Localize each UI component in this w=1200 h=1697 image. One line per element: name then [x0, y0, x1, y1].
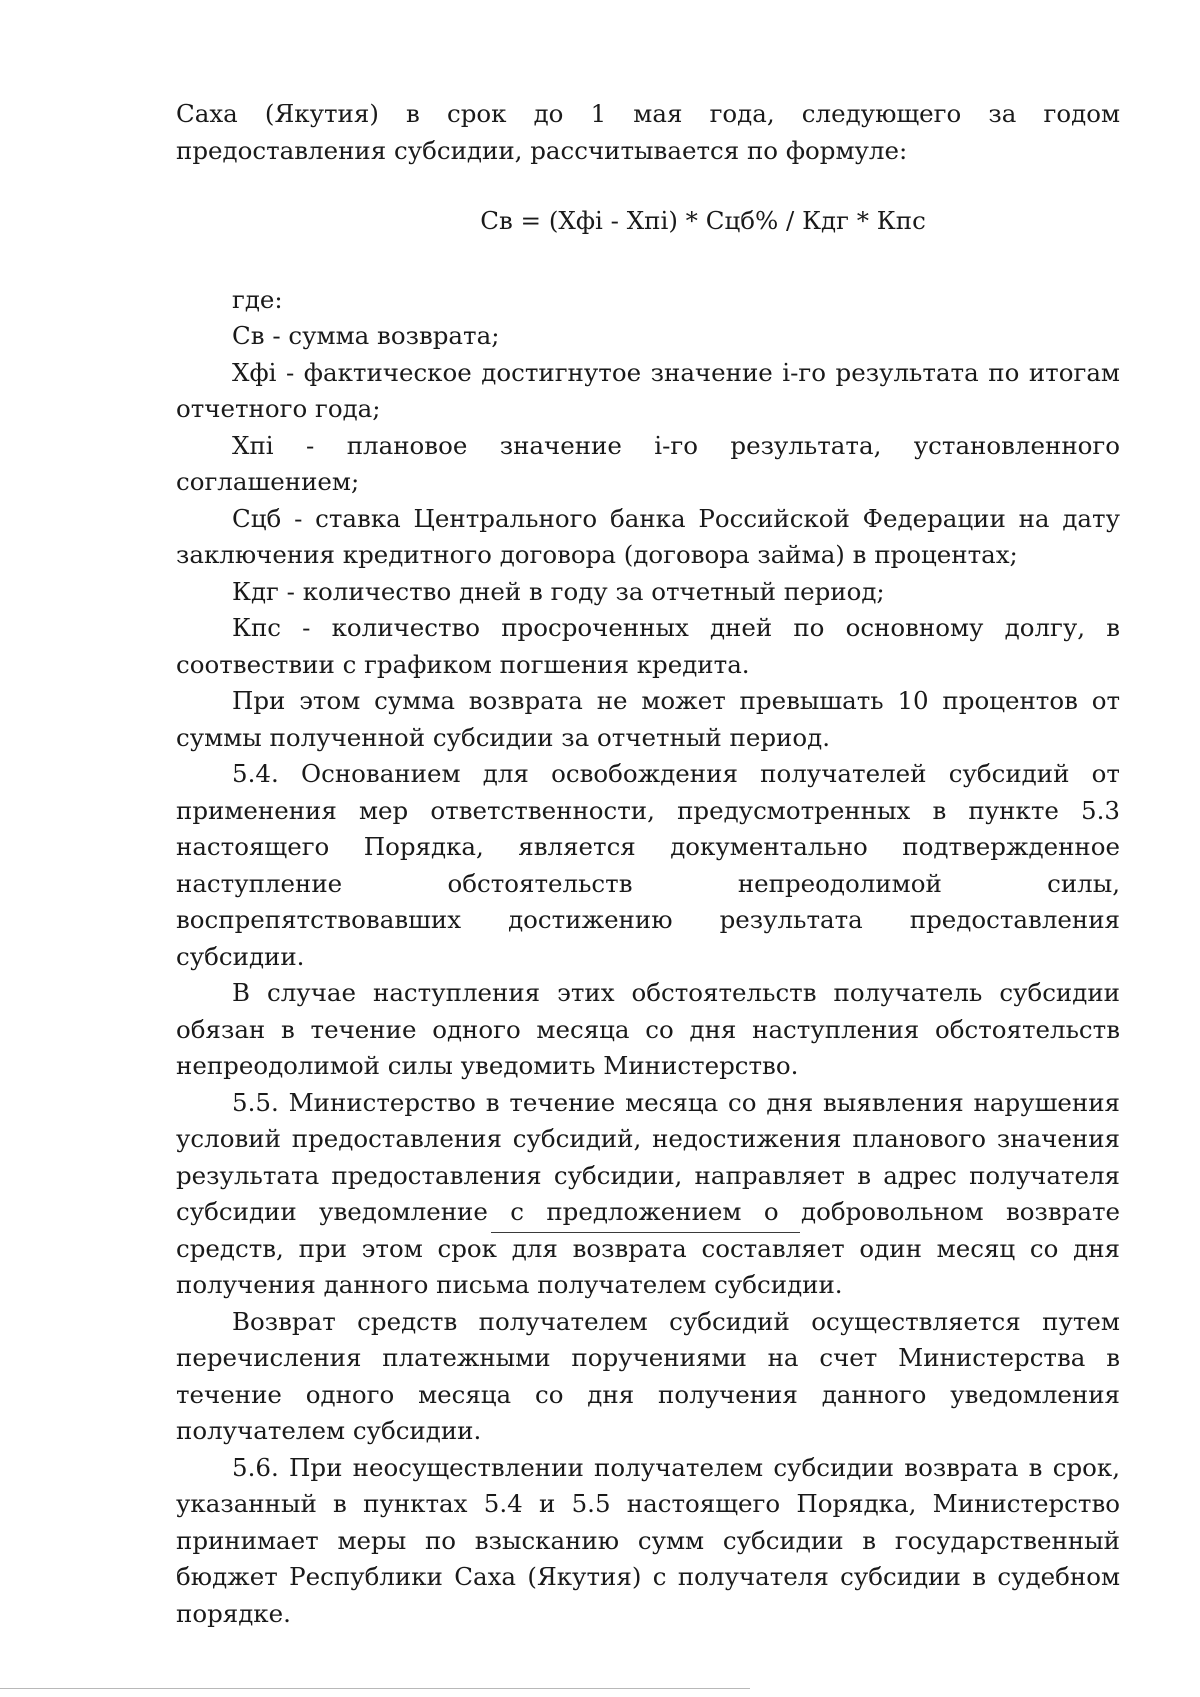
paragraph-5-6: 5.6. При неосуществлении получателем субсидии возврата в срок, указанный в пунктах 5.4 и 5.5 настоящего Порядка, Министерство принимает меры по взысканию сумм субсидии в государственный бюджет Республики Саха (Якутия) с получателя субсидии в судебном порядке.	[176, 1452, 1120, 1628]
end-divider-line	[491, 1232, 800, 1233]
where-label: где:	[232, 284, 283, 314]
paragraph-5-4: 5.4. Основанием для освобождения получателей субсидий от применения мер ответственности, предусмотренных в пункте 5.3 настоящего Порядка, является документально подтвержденное наступление обстоятельств непреодолимой силы, воспрепятствовавших достижению результата предоставления субсидии.	[176, 759, 1120, 971]
paragraph-refund-limit: При этом сумма возврата не может превышать 10 процентов от суммы полученной субсидии за отчетный период.	[176, 686, 1120, 752]
definition-item: Кдг - количество дней в году за отчетный период;	[232, 576, 885, 606]
definition-item: Кпс - количество просроченных дней по основному долгу, в соотвествии с графиком погшения кредита.	[176, 613, 1120, 679]
document-body	[176, 96, 1120, 1632]
definition-item: Св - сумма возврата;	[232, 321, 500, 350]
scan-edge-line	[0, 1688, 750, 1689]
formula: Св = (Хфi - Хпi) * Сцб% / Кдг * Кпс	[480, 206, 926, 235]
definition-item: Хфi - фактическое достигнутое значение i-го результата по итогам отчетного года;	[176, 357, 1120, 423]
definition-item: Сцб - ставка Центрального банка Российской Федерации на дату заключения кредитного договора (договора займа) в процентах;	[176, 503, 1120, 569]
paragraph-refund-procedure: Возврат средств получателем субсидий осуществляется путем перечисления платежными поручениями на счет Министерства в течение одного месяца со дня получения данного уведомления получателем субсидии.	[176, 1306, 1120, 1445]
definition-item: Хпi - плановое значение i-го результата, установленного соглашением;	[176, 430, 1120, 496]
paragraph-force-majeure-notice: В случае наступления этих обстоятельств получатель субсидии обязан в течение одного месяца со дня наступления обстоятельств непреодолимой силы уведомить Министерство.	[176, 978, 1120, 1080]
paragraph-5-5: 5.5. Министерство в течение месяца со дня выявления нарушения условий предоставления субсидий, недостижения планового значения результата предоставления субсидии, направляет в адрес получателя субсидии уведомление с предложением о добровольном возврате средств, при этом срок для возврата составляет один месяц со дня получения данного письма получателем субсидии.	[176, 1087, 1120, 1299]
intro-paragraph: Саха (Якутия) в срок до 1 мая года, следующего за годом предоставления субсидии, рассчитывается по формуле:	[176, 99, 1120, 165]
